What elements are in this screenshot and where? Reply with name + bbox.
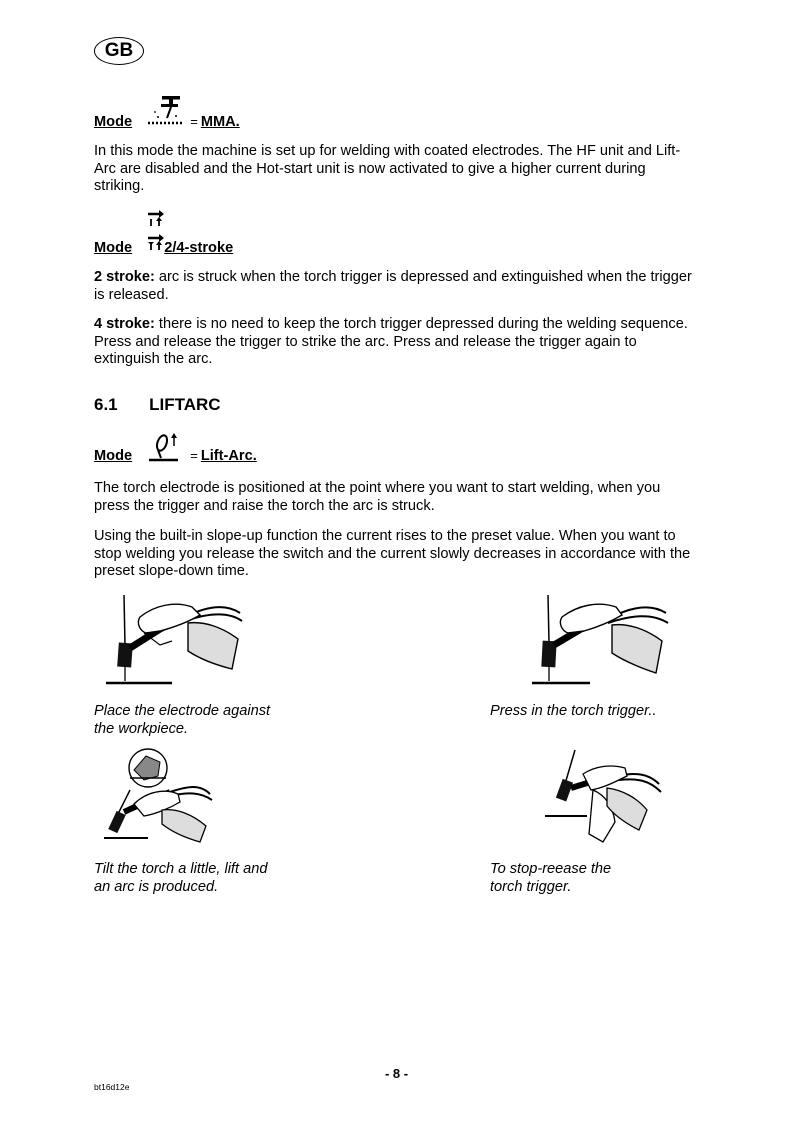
mma-electrode-icon [146, 94, 186, 128]
four-stroke-text: there is no need to keep the torch trigger depressed during the welding sequence. Press and release the trigger to strike the arc. Press and release the trigger again to extinguish the arc. [94, 316, 688, 367]
two-stroke-label: 2 stroke: [94, 269, 155, 285]
press-trigger-illustration [526, 593, 676, 688]
caption-line: torch trigger. [490, 878, 572, 895]
stroke-mode-name: 2/4-stroke [164, 240, 234, 256]
four-stroke-label: 4 stroke: [94, 316, 155, 332]
language-badge: GB [94, 37, 144, 65]
mode-label: Mode [94, 240, 133, 256]
mode-label: Mode [94, 448, 133, 464]
liftarc-mode-name: Lift-Arc. [200, 448, 257, 464]
page-number: - 8 - [384, 1066, 409, 1081]
mma-mode-name: MMA. [200, 114, 240, 130]
equals-sign: = [190, 448, 198, 463]
caption-press-trigger [490, 703, 770, 721]
release-trigger-illustration [543, 748, 663, 844]
caption-line: Tilt the torch a little, lift and [94, 861, 268, 877]
section-heading [94, 395, 221, 415]
liftarc-paragraph-1: The torch electrode is positioned at the point where you want to start welding, when you press the trigger and raise the torch the arc is struck. [94, 480, 661, 514]
caption-place-electrode [94, 703, 394, 738]
mode-label: Mode [94, 114, 133, 130]
two-stroke-description [94, 269, 694, 304]
caption-release-trigger [490, 861, 770, 896]
liftarc-mode-heading [94, 448, 257, 464]
tilt-torch-illustration [100, 748, 215, 844]
section-title: LIFTARC [149, 395, 221, 414]
equals-sign: = [190, 114, 198, 129]
stroke-mode-heading [94, 240, 233, 256]
caption-tilt-torch [94, 861, 394, 896]
caption-line: To stop-reease the [490, 861, 612, 877]
mma-description: In this mode the machine is set up for welding with coated electrodes. The HF unit and Lift-Arc are disabled and the Hot-start unit is now activated to give a higher current during striking. [94, 143, 681, 194]
caption-line: Press in the torch trigger.. [490, 703, 657, 719]
caption-line: the workpiece. [94, 720, 189, 737]
caption-line: Place the electrode against [94, 703, 271, 719]
four-stroke-description [94, 316, 694, 369]
liftarc-paragraph-2: Using the built-in slope-up function the current rises to the preset value. When you want to stop welding you release the switch and the current slowly decreases in accordance with the preset slope-down time. [94, 528, 691, 579]
document-code: bt16d12e [94, 1082, 130, 1092]
two-stroke-text: arc is struck when the torch trigger is depressed and extinguished when the trigger is released. [94, 269, 692, 303]
torch-against-workpiece-illustration [100, 593, 250, 688]
section-number: 6.1 [94, 395, 118, 414]
caption-line: an arc is produced. [94, 878, 219, 895]
